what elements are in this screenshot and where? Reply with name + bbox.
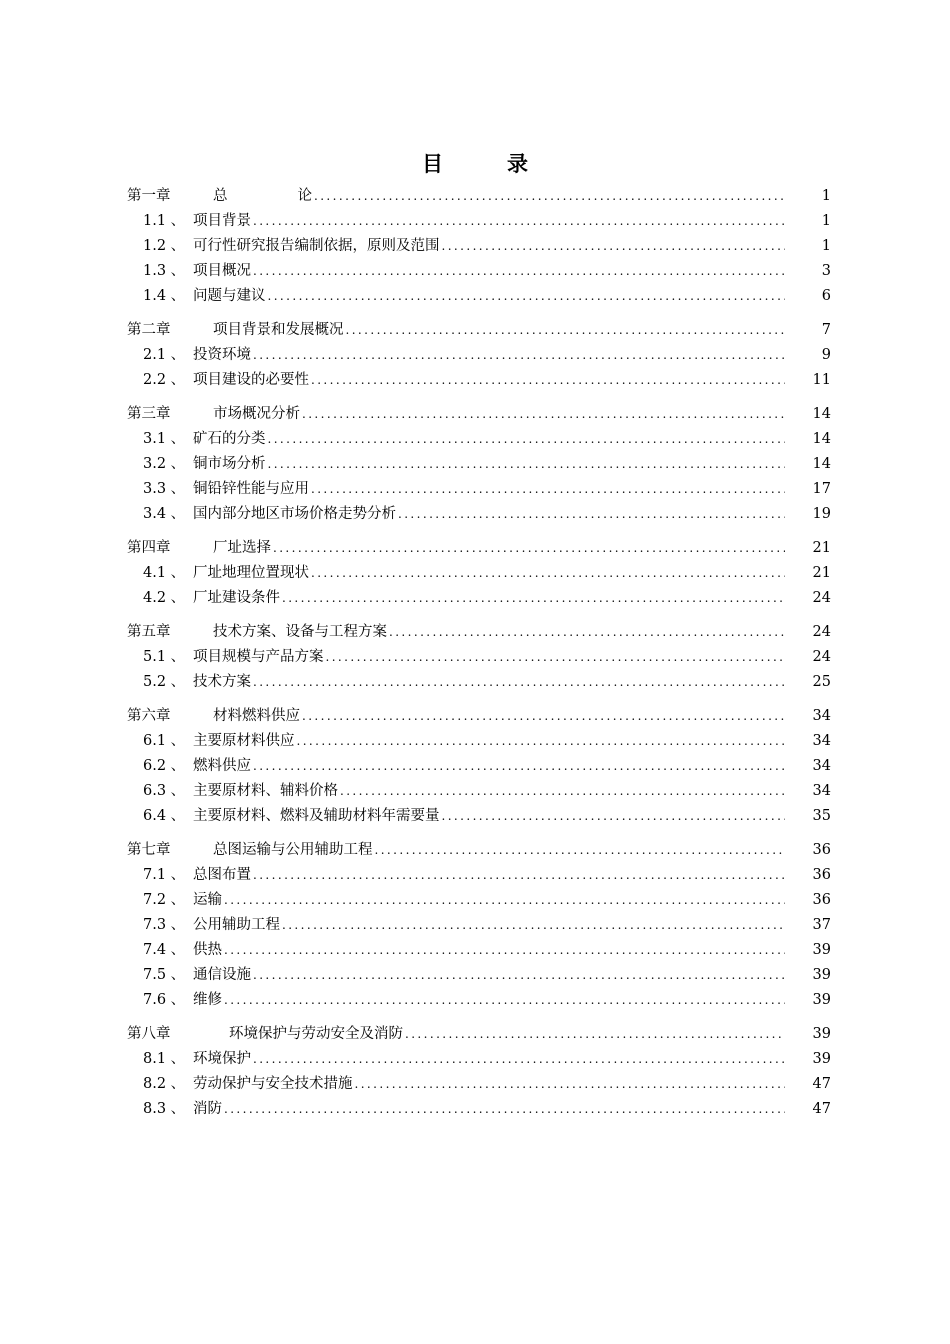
toc-page-number: 39 <box>812 942 831 958</box>
toc-entry-number: 第六章 <box>127 708 171 724</box>
toc-leader-dots <box>314 184 785 209</box>
toc-section-entry[interactable]: 7.3 、 公用辅助工程 ..... 37 <box>127 913 831 938</box>
toc-section-entry[interactable]: 6.1 、 主要原材料供应 ..... 34 <box>127 729 831 754</box>
toc-section-entry[interactable]: 7.1 、 总图布置 ..... 36 <box>127 863 831 888</box>
toc-entry-title: 通信设施 <box>193 967 251 983</box>
toc-entry-title-part1: 总 <box>213 188 228 204</box>
toc-leader-dots <box>253 259 785 284</box>
toc-section-entry[interactable]: 2.2 、 项目建设的必要性 ..... 11 <box>127 368 831 393</box>
toc-chapter-entry[interactable] <box>127 318 831 343</box>
toc-page-number: 24 <box>812 624 831 640</box>
toc-entry-title: 总图运输与公用辅助工程 <box>213 842 373 858</box>
toc-leader-dots <box>302 704 785 729</box>
toc-page-number: 24 <box>812 590 831 606</box>
toc-entry-title: 项目背景和发展概况 <box>213 322 344 338</box>
toc-page-number: 39 <box>812 992 831 1008</box>
toc-section-entry[interactable]: 7.5 、 通信设施 ..... 39 <box>127 963 831 988</box>
toc-page-number: 9 <box>821 347 831 363</box>
toc-entry-title: 投资环境 <box>193 347 251 363</box>
toc-entry-title: 市场概况分析 <box>213 406 300 422</box>
toc-entry-title: 技术方案 <box>193 674 251 690</box>
toc-leader-dots <box>224 1097 785 1122</box>
toc-page-number: 11 <box>812 372 831 388</box>
toc-section-entry[interactable]: 3.1 、 矿石的分类 ..... 14 <box>127 427 831 452</box>
toc-section-entry[interactable]: 8.1 、 环境保护 ..... 39 <box>127 1047 831 1072</box>
toc-section-entry[interactable]: 3.3 、 铜铅锌性能与应用 ..... 17 <box>127 477 831 502</box>
toc-entry-title: 项目概况 <box>193 263 251 279</box>
toc-leader-dots <box>224 938 785 963</box>
toc-section-entry[interactable]: 4.1 、 厂址地理位置现状 ..... 21 <box>127 561 831 586</box>
toc-leader-dots <box>273 536 785 561</box>
toc-page-number: 34 <box>812 758 831 774</box>
toc-entry-title: 主要原材料、燃料及辅助材料年需要量 <box>193 808 440 824</box>
toc-leader-dots <box>253 670 785 695</box>
toc-leader-dots <box>355 1072 786 1097</box>
toc-leader-dots <box>253 863 785 888</box>
toc-page-number: 3 <box>821 263 831 279</box>
toc-leader-dots <box>253 1047 785 1072</box>
toc-leader-dots <box>282 586 785 611</box>
toc-leader-dots <box>253 209 785 234</box>
toc-chapter-entry[interactable] <box>127 838 831 863</box>
toc-page-number: 17 <box>812 481 831 497</box>
toc-leader-dots <box>268 284 786 309</box>
toc-entry-number: 第七章 <box>127 842 171 858</box>
toc-page-number: 36 <box>812 842 831 858</box>
toc-entry-number: 第三章 <box>127 406 171 422</box>
toc-page-number: 7 <box>821 322 831 338</box>
toc-page-number: 21 <box>812 565 831 581</box>
toc-entry-title: 主要原材料、辅料价格 <box>193 783 338 799</box>
toc-chapter-entry[interactable] <box>127 536 831 561</box>
toc-page-number: 39 <box>812 1026 831 1042</box>
toc-title-part2: 录 <box>507 151 528 176</box>
toc-entry-title: 铜市场分析 <box>193 456 266 472</box>
toc-page-number: 37 <box>812 917 831 933</box>
toc-section-entry[interactable]: 6.3 、 主要原材料、辅料价格 ..... 34 <box>127 779 831 804</box>
toc-leader-dots <box>311 368 785 393</box>
toc-entry-title: 环境保护与劳动安全及消防 <box>229 1026 403 1042</box>
toc-section-entry[interactable]: 3.2 、 铜市场分析 ..... 14 <box>127 452 831 477</box>
toc-leader-dots <box>389 620 785 645</box>
toc-section-entry[interactable]: 3.4 、 国内部分地区市场价格走势分析 ..... 19 <box>127 502 831 527</box>
toc-entry-title: 项目背景 <box>193 213 251 229</box>
toc-page-number: 47 <box>812 1076 831 1092</box>
toc-section-entry[interactable]: 4.2 、 厂址建设条件 ..... 24 <box>127 586 831 611</box>
toc-leader-dots <box>311 477 785 502</box>
toc-section-entry[interactable]: 1.1 、 项目背景 ..... 1 <box>127 209 831 234</box>
toc-section-entry[interactable]: 8.2 、 劳动保护与安全技术措施 ..... 47 <box>127 1072 831 1097</box>
toc-entry-title: 总图布置 <box>193 867 251 883</box>
toc-entry-title: 项目规模与产品方案 <box>193 649 324 665</box>
toc-entry-number: 第二章 <box>127 322 171 338</box>
toc-entry-title: 技术方案、设备与工程方案 <box>213 624 387 640</box>
toc-page-number: 6 <box>821 288 831 304</box>
toc-section-entry[interactable]: 2.1 、 投资环境 ..... 9 <box>127 343 831 368</box>
toc-entry-number: 第一章 <box>127 188 171 204</box>
toc-leader-dots <box>224 888 785 913</box>
toc-leader-dots <box>405 1022 785 1047</box>
toc-entry-title: 环境保护 <box>193 1051 251 1067</box>
toc-chapter-entry[interactable] <box>127 402 831 427</box>
toc-page-number: 19 <box>812 506 831 522</box>
toc-leader-dots <box>282 913 785 938</box>
toc-page-number: 14 <box>812 456 831 472</box>
toc-title <box>0 148 950 178</box>
toc-page-number: 36 <box>812 892 831 908</box>
toc-page-number: 47 <box>812 1101 831 1117</box>
toc-page-number: 14 <box>812 406 831 422</box>
toc-section-entry[interactable]: 6.4 、 主要原材料、燃料及辅助材料年需要量 ..... 35 <box>127 804 831 829</box>
toc-page-number: 21 <box>812 540 831 556</box>
toc-leader-dots <box>311 561 785 586</box>
toc-section-entry[interactable]: 7.6 、 维修 ..... 39 <box>127 988 831 1013</box>
toc-page-number: 39 <box>812 967 831 983</box>
toc-page-number: 35 <box>812 808 831 824</box>
toc-section-entry[interactable]: 1.4 、 问题与建议 ..... 6 <box>127 284 831 309</box>
table-of-contents <box>127 184 831 1122</box>
toc-chapter-entry[interactable] <box>127 1022 831 1047</box>
toc-leader-dots <box>340 779 785 804</box>
toc-entry-title: 铜铅锌性能与应用 <box>193 481 309 497</box>
toc-page-number: 34 <box>812 783 831 799</box>
toc-title-part1: 目 <box>422 151 443 176</box>
toc-page-number: 14 <box>812 431 831 447</box>
toc-leader-dots <box>253 963 785 988</box>
toc-leader-dots <box>268 427 786 452</box>
toc-leader-dots <box>253 343 785 368</box>
toc-entry-title: 公用辅助工程 <box>193 917 280 933</box>
toc-section-entry[interactable]: 7.2 、 运输 ..... 36 <box>127 888 831 913</box>
toc-entry-title: 项目建设的必要性 <box>193 372 309 388</box>
toc-entry-title-part2: 论 <box>297 188 312 204</box>
toc-entry-title: 主要原材料供应 <box>193 733 295 749</box>
toc-page-number: 39 <box>812 1051 831 1067</box>
toc-leader-dots <box>398 502 785 527</box>
toc-chapter-entry[interactable] <box>127 704 831 729</box>
toc-entry-title: 劳动保护与安全技术措施 <box>193 1076 353 1092</box>
toc-page-number: 34 <box>812 733 831 749</box>
toc-page-number: 24 <box>812 649 831 665</box>
toc-section-entry[interactable]: 8.3 、 消防 ..... 47 <box>127 1097 831 1122</box>
toc-entry-title: 消防 <box>193 1101 222 1117</box>
toc-entry-title: 供热 <box>193 942 222 958</box>
toc-entry-title: 维修 <box>193 992 222 1008</box>
toc-leader-dots <box>302 402 785 427</box>
toc-entry-number: 第五章 <box>127 624 171 640</box>
toc-entry-title: 材料燃料供应 <box>213 708 300 724</box>
toc-leader-dots <box>346 318 786 343</box>
toc-entry-title: 厂址建设条件 <box>193 590 280 606</box>
toc-leader-dots <box>224 988 785 1013</box>
toc-page-number: 1 <box>821 188 831 204</box>
toc-entry-number: 第八章 <box>127 1026 171 1042</box>
toc-entry-title: 问题与建议 <box>193 288 266 304</box>
toc-entry-title: 燃料供应 <box>193 758 251 774</box>
toc-section-entry[interactable]: 1.2 、 可行性研究报告编制依据，原则及范围 ..... 1 <box>127 234 831 259</box>
toc-leader-dots <box>375 838 786 863</box>
toc-section-entry[interactable]: 5.1 、 项目规模与产品方案 ..... 24 <box>127 645 831 670</box>
toc-entry-title: 可行性研究报告编制依据，原则及范围 <box>193 238 440 254</box>
toc-entry-title: 矿石的分类 <box>193 431 266 447</box>
toc-leader-dots <box>253 754 785 779</box>
toc-chapter-entry[interactable] <box>127 184 831 209</box>
toc-leader-dots <box>297 729 786 754</box>
toc-page-number: 1 <box>821 213 831 229</box>
toc-entry-title <box>213 184 312 209</box>
toc-entry-title: 运输 <box>193 892 222 908</box>
toc-leader-dots <box>326 645 786 670</box>
toc-leader-dots <box>268 452 786 477</box>
toc-page-number: 36 <box>812 867 831 883</box>
toc-section-entry[interactable]: 5.2 、 技术方案 ..... 25 <box>127 670 831 695</box>
toc-section-entry[interactable]: 6.2 、 燃料供应 ..... 34 <box>127 754 831 779</box>
toc-leader-dots <box>442 234 786 259</box>
toc-page-number: 34 <box>812 708 831 724</box>
toc-section-entry[interactable]: 7.4 、 供热 ..... 39 <box>127 938 831 963</box>
toc-entry-title: 厂址地理位置现状 <box>193 565 309 581</box>
toc-page-number: 1 <box>821 238 831 254</box>
toc-leader-dots <box>442 804 786 829</box>
toc-entry-title: 国内部分地区市场价格走势分析 <box>193 506 396 522</box>
toc-entry-title: 厂址选择 <box>213 540 271 556</box>
toc-chapter-entry[interactable] <box>127 620 831 645</box>
toc-page-number: 25 <box>812 674 831 690</box>
toc-section-entry[interactable]: 1.3 、 项目概况 ..... 3 <box>127 259 831 284</box>
toc-entry-number: 第四章 <box>127 540 171 556</box>
